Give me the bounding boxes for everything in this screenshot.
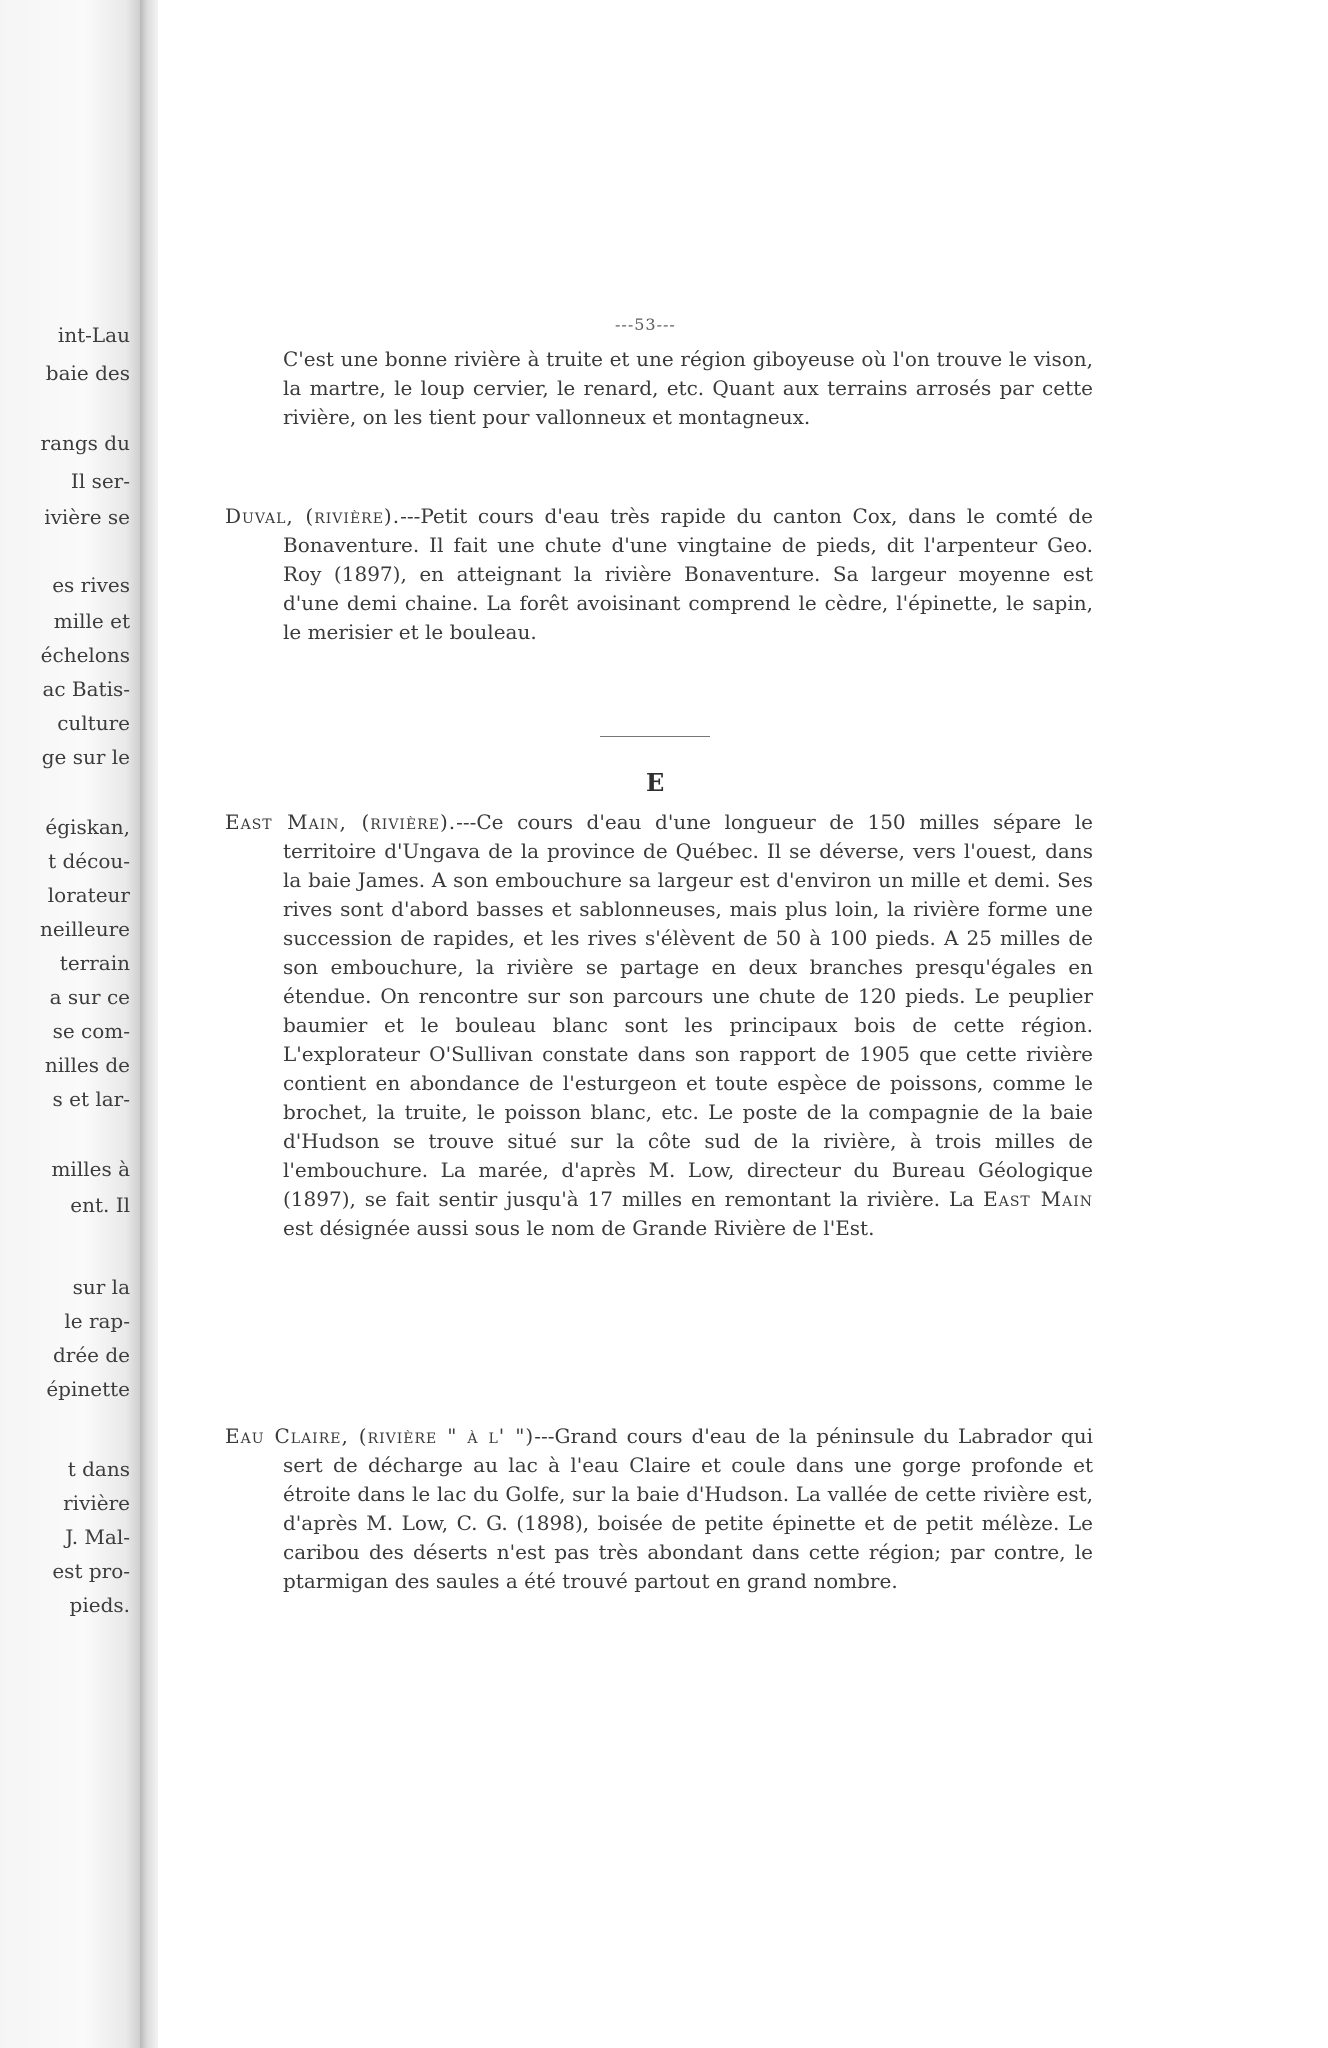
facing-page-fragment xyxy=(0,0,140,2048)
intro-paragraph: C'est une bonne rivière à truite et une région giboyeuse où l'on trouve le vison, la martre, le loup cervier, le renard, etc. Quant aux terrains arrosés par cette rivière, on les tient pour vallonneux et montagneux. xyxy=(283,347,1093,429)
facing-page-line: nilles de xyxy=(44,1053,130,1077)
entry-duval-body: ---Petit cours d'eau très rapide du canton Cox, dans le comté de Bonaventure. Il fait une chute d'une vingtaine de pieds, dit l'arpenteur Geo. Roy (1897), en atteignant la rivière Bonaventure. Sa largeur moyenne est d'une demi chaine. La forêt avoisinant comprend le cèdre, l'épinette, le sapin, le merisier et le bouleau. xyxy=(283,504,1093,644)
entry-east-main-body: ---Ce cours d'eau d'une longueur de 150 milles sépare le territoire d'Ungava de la province de Québec. Il se déverse, vers l'ouest, dans la baie James. A son embouchure sa largeur est d'environ un mille et demi. Ses rives sont d'abord basses et sablonneuses, mais plus loin, la rivière forme une succession de rapides, et les rives s'élèvent de 50 à 100 pieds. A 25 milles de son embouchure, la rivière se partage en deux branches presqu'égales en étendue. On rencontre sur son parcours une chute de 120 pieds. Le peuplier baumier et le bouleau blanc sont les principaux bois de cette région. L'explorateur O'Sullivan constate dans son rapport de 1905 que cette rivière contient en abondance de l'esturgeon et toute espèce de poissons, comme le brochet, la truite, le poisson blanc, etc. Le poste de la compagnie de la baie d'Hudson se trouve situé sur la côte sud de la rivière, à trois milles de l'embouchure. La marée, d'après M. Low, directeur du Bureau Géologique (1897), se fait sentir jusqu'à 17 milles en remontant la rivière. La xyxy=(283,810,1093,1211)
facing-page-line: t décou- xyxy=(48,849,130,873)
facing-page-line: milles à xyxy=(51,1157,130,1181)
page-number: ---53--- xyxy=(615,315,676,334)
facing-page-line: égiskan, xyxy=(45,815,130,839)
entry-eau-claire-body: ---Grand cours d'eau de la péninsule du Labrador qui sert de décharge au lac à l'eau Claire et coule dans une gorge profonde et étroite dans le lac du Golfe, sur la baie d'Hudson. La vallée de cette rivière est, d'après M. Low, C. G. (1898), boisée de petite épinette et de petit mélèze. Le caribou des déserts n'est pas très abondant dans cette région; par contre, le ptarmigan des saules a été trouvé partout en grand nombre. xyxy=(283,1424,1093,1593)
entry-east-main xyxy=(225,808,1093,1251)
entry-duval xyxy=(225,502,1093,655)
facing-page-line: ent. Il xyxy=(70,1193,130,1217)
book-gutter xyxy=(140,0,158,2048)
facing-page-line: mille et xyxy=(53,609,130,633)
section-letter: E xyxy=(646,768,665,797)
facing-page-line: drée de xyxy=(52,1343,130,1367)
facing-page-line: es rives xyxy=(52,573,130,597)
entry-east-main-paragraph xyxy=(225,808,1093,1243)
facing-page-line: lorateur xyxy=(47,883,130,907)
facing-page-line: culture xyxy=(57,711,130,735)
facing-page-line: est pro- xyxy=(52,1559,130,1583)
entry-duval-paragraph xyxy=(225,502,1093,647)
entry-duval-head: Duval, (rivière). xyxy=(225,504,401,528)
facing-page-line: ivière se xyxy=(44,505,130,529)
facing-page-line: épinette xyxy=(46,1377,130,1401)
facing-page-line: J. Mal- xyxy=(65,1525,130,1549)
facing-page-line: ac Batis- xyxy=(42,677,130,701)
facing-page-line: a sur ce xyxy=(49,985,130,1009)
facing-page-line: int-Lau xyxy=(57,323,130,347)
facing-page-line: le rap- xyxy=(64,1309,130,1333)
facing-page-line: s et lar- xyxy=(52,1087,130,1111)
facing-page-line: pieds. xyxy=(69,1593,130,1617)
intro-block xyxy=(283,345,1093,440)
entry-eau-claire-head: Eau Claire, (rivière " à l' ") xyxy=(225,1424,535,1448)
facing-page-line: se com- xyxy=(52,1019,130,1043)
facing-page-line: t dans xyxy=(67,1457,130,1481)
entry-east-main-inline-name: East Main xyxy=(983,1187,1093,1211)
entry-east-main-body-end: est désignée aussi sous le nom de Grande Rivière de l'Est. xyxy=(283,1216,875,1240)
facing-page-line: échelons xyxy=(40,643,130,667)
facing-page-line: rivière xyxy=(63,1491,130,1515)
entry-eau-claire xyxy=(225,1422,1093,1604)
facing-page-line: terrain xyxy=(59,951,130,975)
facing-page-line: neilleure xyxy=(39,917,130,941)
facing-page-line: ge sur le xyxy=(41,745,130,769)
facing-page-line: Il ser- xyxy=(70,469,130,493)
facing-page-line: rangs du xyxy=(40,431,130,455)
section-divider xyxy=(600,736,710,737)
facing-page-line: sur la xyxy=(72,1275,130,1299)
facing-page-line: baie des xyxy=(45,361,130,385)
entry-east-main-head: East Main, (rivière). xyxy=(225,810,457,834)
entry-eau-claire-paragraph xyxy=(225,1422,1093,1596)
